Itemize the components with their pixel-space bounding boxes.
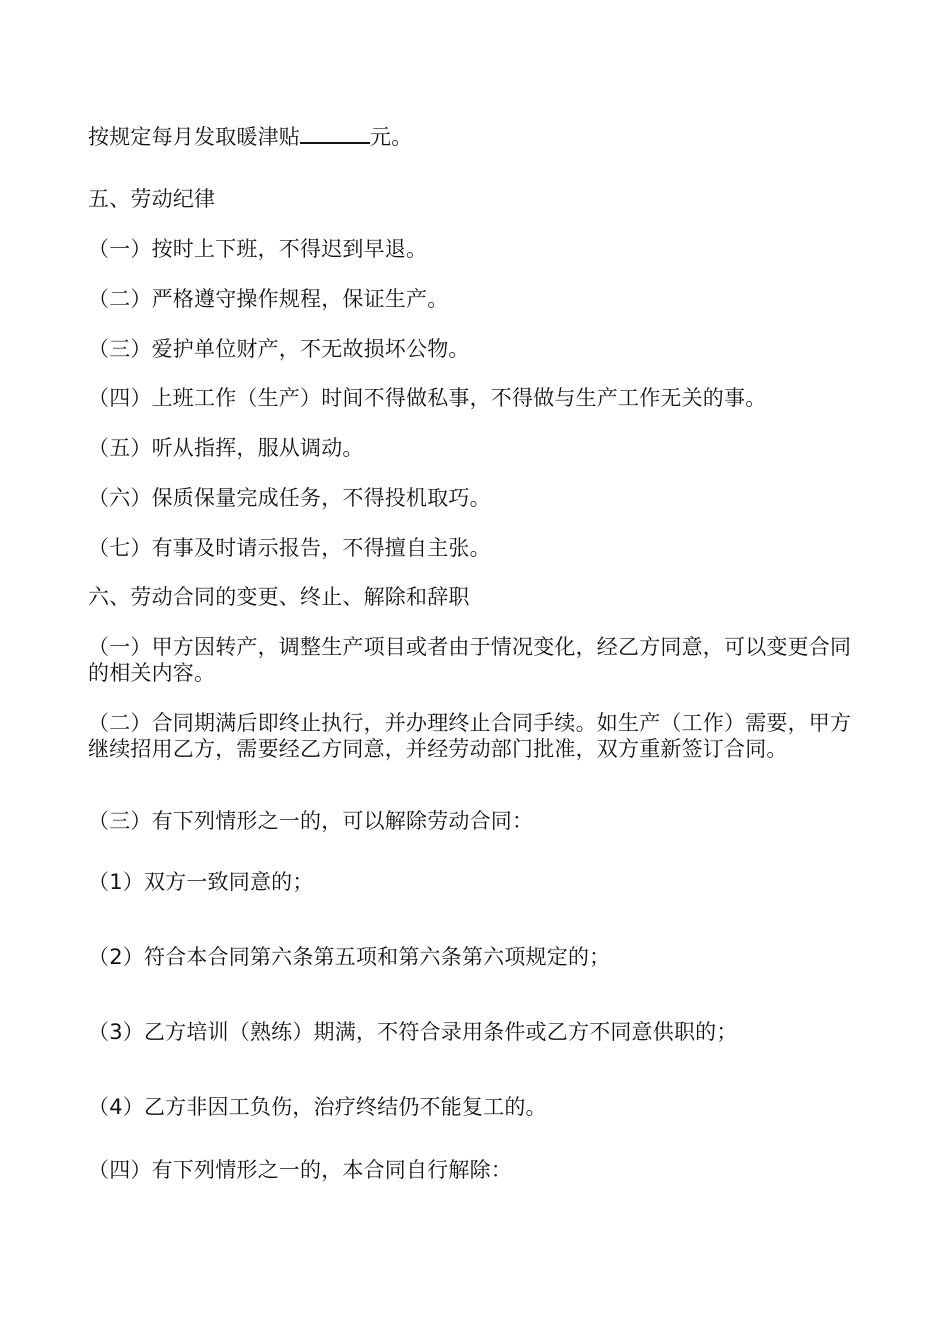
discipline-item-6: （六）保质保量完成任务，不得投机取巧。 xyxy=(88,486,491,510)
termination-condition-4: （4）乙方非因工负伤，治疗终结仍不能复工的。 xyxy=(88,1095,547,1119)
termination-condition-1: （1）双方一致同意的； xyxy=(88,870,314,894)
discipline-item-3: （三）爱护单位财产，不无故损坏公物。 xyxy=(88,337,470,361)
heating-allowance-unit: 元。 xyxy=(370,125,413,149)
discipline-item-4: （四）上班工作（生产）时间不得做私事，不得做与生产工作无关的事。 xyxy=(88,386,767,410)
section-heading-contract-changes: 六、劳动合同的变更、终止、解除和辞职 xyxy=(88,585,470,609)
discipline-item-2: （二）严格遵守操作规程，保证生产。 xyxy=(88,287,449,311)
termination-condition-2: （2）符合本合同第六条第五项和第六条第六项规定的； xyxy=(88,945,611,969)
termination-condition-3: （3）乙方培训（熟练）期满，不符合录用条件或乙方不同意供职的； xyxy=(88,1020,738,1044)
heating-allowance-text: 按规定每月发取暖津贴 xyxy=(88,125,300,149)
discipline-item-7: （七）有事及时请示报告，不得擅自主张。 xyxy=(88,536,491,560)
contract-change-item-4: （四）有下列情形之一的，本合同自行解除： xyxy=(88,1158,512,1182)
discipline-item-1: （一）按时上下班，不得迟到早退。 xyxy=(88,237,428,261)
discipline-item-5: （五）听从指挥，服从调动。 xyxy=(88,436,364,460)
blank-field xyxy=(300,124,370,144)
contract-change-item-1: （一）甲方因转产，调整生产项目或者由于情况变化，经乙方同意，可以变更合同的相关内容。 xyxy=(88,635,852,685)
contract-change-item-3: （三）有下列情形之一的，可以解除劳动合同： xyxy=(88,809,534,833)
contract-change-item-2: （二）合同期满后即终止执行，并办理终止合同手续。如生产（工作）需要，甲方继续招用乙方，需要经乙方同意，并经劳动部门批准，双方重新签订合同。 xyxy=(88,711,852,761)
paragraph-heating-allowance xyxy=(88,124,868,150)
section-heading-labor-discipline: 五、劳动纪律 xyxy=(88,187,216,211)
